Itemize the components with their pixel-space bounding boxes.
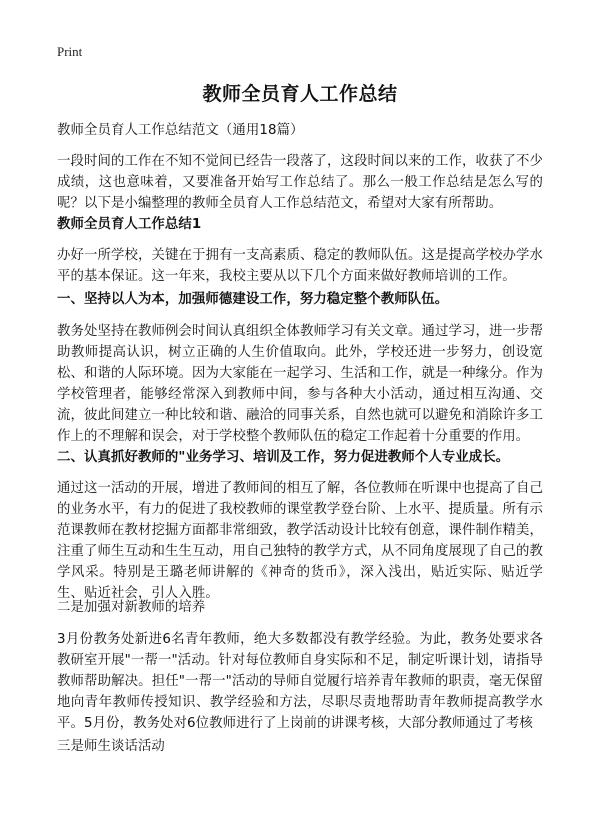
point-paragraph-3: 3月份教务处新进6名青年教师，绝大多数都没有教学经验。为此，教务处要求各教研室开展"一帮一"活动。针对每位教师自身实际和不足，制定听课计划，请指导教师帮助解决。担任"一帮一"活动的导师自觉履行培养青年教师的职责，毫无保留地向青年教师传授知识、教学经验和方法，尽职尽责地帮助青年教师提高教学水平。5月份，教务处对6位教师进行了上岗前的讲课考核，大部分教师通过了考核 (57, 632, 543, 731)
point-heading-1: 一、坚持以人为本，加强师德建设工作，努力稳定整个教师队伍。 (57, 292, 449, 307)
point-heading-2: 二、认真抓好教师的"业务学习、培训及工作，努力促进教师个人专业成长。 (57, 450, 510, 465)
point-heading-4: 三是师生谈话活动 (57, 739, 165, 754)
subtitle: 教师全员育人工作总结范文（通用18篇） (57, 123, 304, 138)
intro-paragraph: 一段时间的工作在不知不觉间已经告一段落了，这段时间以来的工作，收获了不少成绩，这也意味着，又要准备开始写工作总结了。那么一般工作总结是怎么写的呢？以下是小编整理的教师全员育人工作总结范文，希望对大家有所帮助。 (57, 154, 543, 211)
point-paragraph-1: 教务处坚持在教师例会时间认真组织全体教师学习有关文章。通过学习，进一步帮助教师提高认识，树立正确的人生价值取向。此外，学校还进一步努力，创设宽松、和谐的人际环境。因为大家能在一起学习、生活和工作，就是一种缘分。作为学校管理者，能够经常深入到教师中间，参与各种大小活动，通过相互沟通、交流，彼此间建立一种比较和谐、融洽的同事关系，自然也就可以避免和消除许多工作上的不理解和误会，对于学校整个教师队伍的稳定工作起着十分重要的作用。 (57, 324, 543, 444)
section-paragraph: 办好一所学校，关键在于拥有一支高素质、稳定的教师队伍。这是提高学校办学水平的基本保证。这一年来，我校主要从以下几个方面来做好教师培训的工作。 (57, 248, 543, 284)
page-title: 教师全员育人工作总结 (202, 83, 398, 105)
section-heading: 教师全员育人工作总结1 (57, 217, 202, 232)
point-heading-3: 二是加强对新教师的培养 (57, 600, 206, 615)
print-label: Print (57, 44, 83, 59)
point-paragraph-2: 通过这一活动的开展，增进了教师间的相互了解，各位教师在听课中也提高了自己的业务水平，有力的促进了我校教师的课堂教学登台阶、上水平、提质量。所有示范课教师在教材挖掘方面都非常细致，教学活动设计比较有创意，课件制作精美，注重了师生互动和生生互动，用自己独特的教学方式，从不同角度展现了自己的教学风采。特别是王璐老师讲解的《神奇的货币》，深入浅出，贴近实际、贴近学生、贴近社会，引人入胜。 (57, 481, 543, 601)
